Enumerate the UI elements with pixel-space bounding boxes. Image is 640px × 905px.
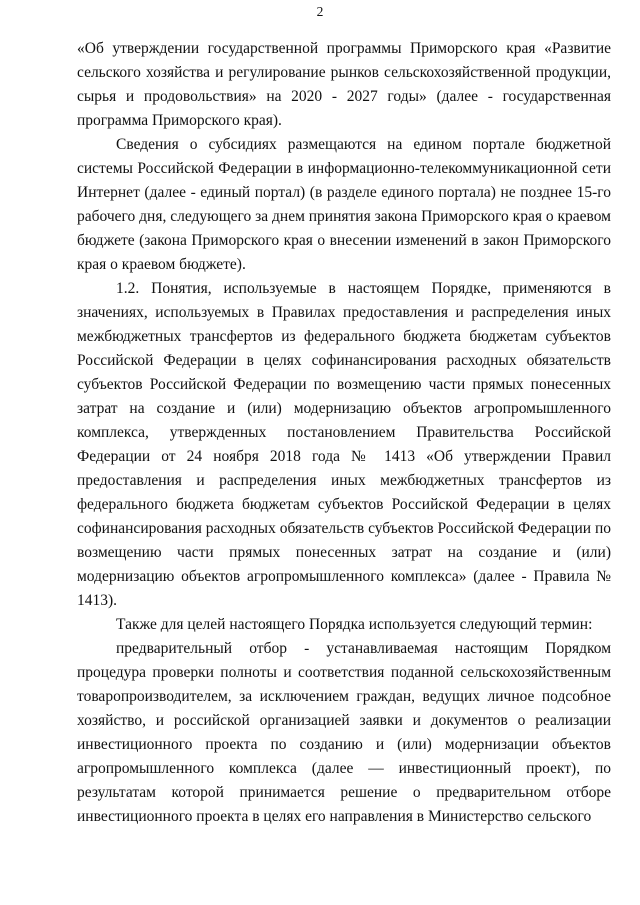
document-body [77,37,611,829]
paragraph-term-definition: предварительный отбор - устанавливаемая настоящим Порядком процедура проверки полноты и соответствия поданной сельскохозяйственным товаропроизводителем, за исключением граждан, ведущих личное подсобное хозяйство, и российской организацией заявки и документов о реализации инвестиционного проекта по созданию и (или) модернизации объектов агропромышленного комплекса (далее — инвестиционный проект), по результатам которой принимается решение о предварительном отборе инвестиционного проекта в целях его направления в Министерство сельского [77,640,611,825]
paragraph-program-title: «Об утверждении государственной программы Приморского края «Развитие сельского хозяйства и регулирование рынков сельскохозяйственной продукции, сырья и продовольствия» на 2020 - 2027 годы» (далее - государственная программа Приморского края). [77,40,611,129]
paragraph-term-intro: Также для целей настоящего Порядка используется следующий термин: [116,616,593,633]
paragraph-1-2-concepts: 1.2. Понятия, используемые в настоящем Порядке, применяются в значениях, используемых в Правилах предоставления и распределения иных межбюджетных трансфертов из федерального бюджета бюджетам субъектов Российской Федерации в целях софинансирования расходных обязательств субъектов Российской Федерации по возмещению части прямых понесенных затрат на создание и (или) модернизацию объектов агропромышленного комплекса, утвержденных постановлением Правительства Российской Федерации от 24 ноября 2018 года № 1413 «Об утверждении Правил предоставления и распределения иных межбюджетных трансфертов из федерального бюджета бюджетам субъектов Российской Федерации в целях софинансирования расходных обязательств субъектов Российской Федерации по возмещению части прямых понесенных затрат на создание и (или) модернизацию объектов агропромышленного комплекса» (далее - Правила № 1413). [77,280,611,609]
paragraph-subsidy-info: Сведения о субсидиях размещаются на едином портале бюджетной системы Российской Федерации в информационно-телекоммуникационной сети Интернет (далее - единый портал) (в разделе единого портала) не позднее 15-го рабочего дня, следующего за днем принятия закона Приморского края о краевом бюджете (закона Приморского края о внесении изменений в закон Приморского края о краевом бюджете). [77,136,611,273]
page-number: 2 [316,4,324,19]
